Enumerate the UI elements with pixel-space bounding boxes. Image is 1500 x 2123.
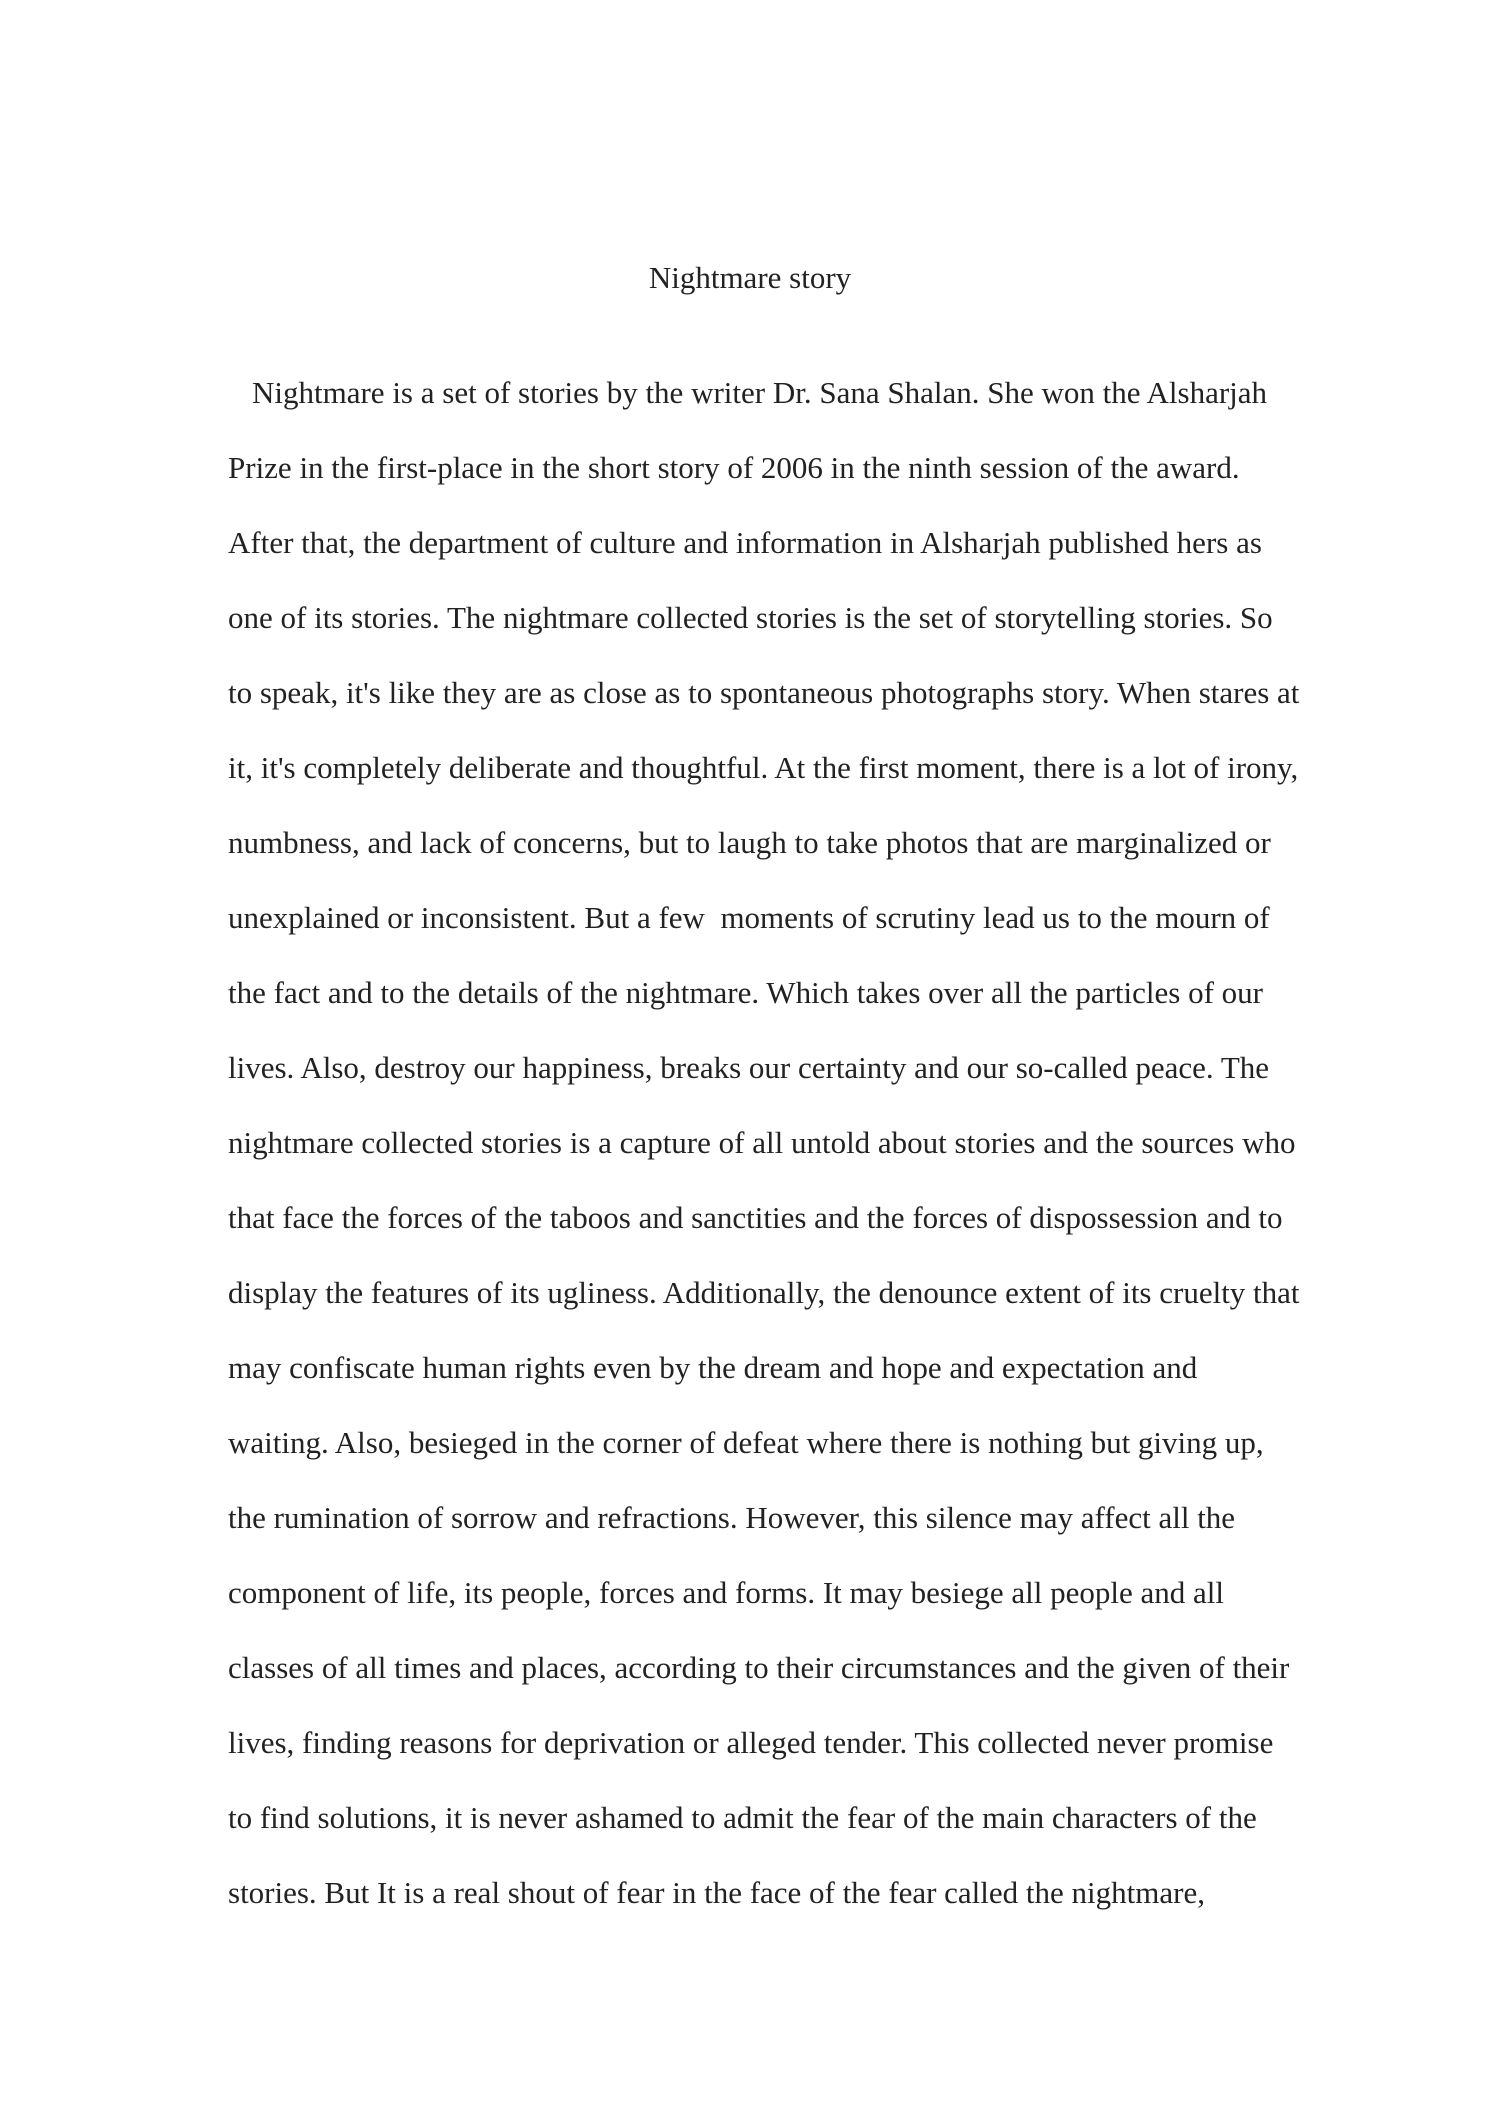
body-line: Prize in the first-place in the short story of 2006 in the ninth session of the award. — [228, 450, 1240, 485]
body-line: the fact and to the details of the nightmare. Which takes over all the particles of our — [228, 975, 1263, 1010]
body-line: the rumination of sorrow and refractions. However, this silence may affect all the — [228, 1500, 1236, 1535]
body-line: nightmare collected stories is a capture of all untold about stories and the sources who — [228, 1125, 1296, 1160]
body-line: stories. But It is a real shout of fear in the face of the fear called the nightmare, — [228, 1875, 1205, 1910]
body-line: to find solutions, it is never ashamed to admit the fear of the main characters of the — [228, 1800, 1257, 1835]
body-line: unexplained or inconsistent. But a few moments of scrutiny lead us to the mourn of — [228, 900, 1270, 935]
document-title: Nightmare story — [648, 260, 852, 295]
body-line: After that, the department of culture and information in Alsharjah published hers as — [228, 525, 1262, 560]
body-line: one of its stories. The nightmare collected stories is the set of storytelling stories. So — [228, 600, 1273, 635]
body-line: waiting. Also, besieged in the corner of defeat where there is nothing but giving up, — [228, 1425, 1264, 1460]
body-line: that face the forces of the taboos and sanctities and the forces of dispossession and to — [228, 1200, 1283, 1235]
document-body — [228, 373, 1300, 1948]
body-line: classes of all times and places, according to their circumstances and the given of their — [228, 1650, 1290, 1685]
body-line: Nightmare is a set of stories by the writer Dr. Sana Shalan. She won the Alsharjah — [252, 375, 1268, 410]
body-line: display the features of its ugliness. Additionally, the denounce extent of its cruelty that — [228, 1275, 1300, 1310]
body-line: it, it's completely deliberate and thoughtful. At the first moment, there is a lot of irony, — [228, 750, 1299, 785]
body-line: component of life, its people, forces and forms. It may besiege all people and all — [228, 1575, 1224, 1610]
body-line: may confiscate human rights even by the dream and hope and expectation and — [228, 1350, 1198, 1385]
body-line: numbness, and lack of concerns, but to laugh to take photos that are marginalized or — [228, 825, 1271, 860]
body-line: to speak, it's like they are as close as to spontaneous photographs story. When stares at — [228, 675, 1300, 710]
body-line: lives. Also, destroy our happiness, breaks our certainty and our so-called peace. The — [228, 1050, 1270, 1085]
body-line: lives, finding reasons for deprivation or alleged tender. This collected never promise — [228, 1725, 1274, 1760]
